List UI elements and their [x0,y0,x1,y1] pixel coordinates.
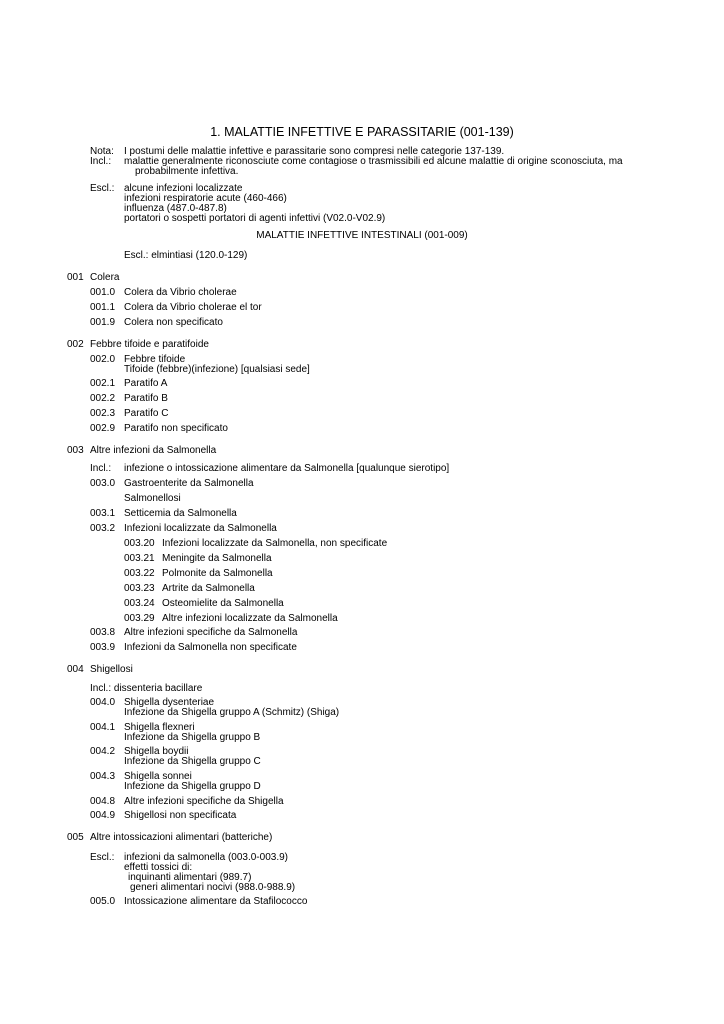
escl-line: effetti tossici di: [124,862,193,873]
subitem-code: 003.22 [124,568,155,579]
item-label: Shigella sonnei [124,771,192,782]
subitem-label: Meningite da Salmonella [162,553,272,564]
item-code: 003.0 [90,478,116,489]
category-label: Shigellosi [90,664,133,675]
subitem-label: Artrite da Salmonella [162,583,255,594]
incl-label: Incl.: [90,463,112,474]
item-code: 002.3 [90,408,116,419]
item-sub: Infezione da Shigella gruppo A (Schmitz) (Shiga) [124,707,340,718]
nota-label: Nota: [90,146,114,157]
category-code: 005 [67,832,84,843]
item-label: Paratifo B [124,393,168,404]
item-code: 003.2 [90,523,116,534]
escl-line: infezioni da salmonella (003.0-003.9) [124,852,288,863]
escl-line: inquinanti alimentari (989.7) [128,872,252,883]
category-code: 004 [67,664,84,675]
incl-text: infezione o intossicazione alimentare da Salmonella [qualunque sierotipo] [124,463,450,474]
item-code: 003.1 [90,508,116,519]
section-escl: Escl.: elmintiasi (120.0-129) [124,250,248,261]
item-label: Febbre tifoide [124,354,186,365]
escl-item: infezioni respiratorie acute (460-466) [124,193,287,204]
item-code: 004.8 [90,796,116,807]
category-code: 002 [67,339,84,350]
item-sub: Infezione da Shigella gruppo D [124,781,261,792]
category-label: Altre infezioni da Salmonella [90,445,217,456]
escl-item: influenza (487.0-487.8) [124,203,227,214]
category-label: Colera [90,272,120,283]
category-code: 003 [67,445,84,456]
subitem-label: Polmonite da Salmonella [162,568,273,579]
item-label: Infezioni localizzate da Salmonella [124,523,277,534]
item-code: 002.9 [90,423,116,434]
subitem-code: 003.23 [124,583,155,594]
item-code: 004.9 [90,810,116,821]
item-code: 001.9 [90,317,116,328]
item-label: Paratifo C [124,408,169,419]
subitem-label: Osteomielite da Salmonella [162,598,284,609]
item-label: Shigella flexneri [124,722,195,733]
subitem-label: Altre infezioni localizzate da Salmonella [162,613,338,624]
category-label: Febbre tifoide e paratifoide [90,339,209,350]
item-label: Paratifo non specificato [124,423,228,434]
item-label: Setticemia da Salmonella [124,508,237,519]
item-label: Shigellosi non specificata [124,810,237,821]
item-code: 004.0 [90,697,116,708]
item-label: Intossicazione alimentare da Stafilococco [124,896,308,907]
item-label: Gastroenterite da Salmonella [124,478,254,489]
incl-text-2: probabilmente infettiva. [135,166,239,177]
subitem-label: Infezioni localizzate da Salmonella, non specificate [162,538,388,549]
item-code: 004.2 [90,746,116,757]
category-label: Altre intossicazioni alimentari (batteriche) [90,832,273,843]
escl-item: portatori o sospetti portatori di agenti infettivi (V02.0-V02.9) [124,213,386,224]
item-sub: Tifoide (febbre)(infezione) [qualsiasi sede] [124,364,310,375]
subitem-code: 003.24 [124,598,155,609]
item-code: 001.1 [90,302,116,313]
subitem-code: 003.29 [124,613,155,624]
subitem-code: 003.21 [124,553,155,564]
item-sub: Infezione da Shigella gruppo B [124,732,261,743]
incl-text-1: malattie generalmente riconosciute come contagiose o trasmissibili ed alcune malattie di origine sconosciuta, ma [124,156,623,167]
item-code: 005.0 [90,896,116,907]
item-label: Colera non specificato [124,317,223,328]
incl-label: Incl.: [90,156,112,167]
incl-text: Incl.: dissenteria bacillare [90,683,203,694]
category-code: 001 [67,272,84,283]
escl-item: alcune infezioni localizzate [124,183,243,194]
item-label: Paratifo A [124,378,168,389]
item-code: 004.3 [90,771,116,782]
item-label: Colera da Vibrio cholerae el tor [124,302,262,313]
item-code: 003.9 [90,642,116,653]
escl-label: Escl.: [90,852,115,863]
item-code: 001.0 [90,287,116,298]
escl-line: generi alimentari nocivi (988.0-988.9) [130,882,296,893]
nota-text: I postumi delle malattie infettive e parassitarie sono compresi nelle categorie 137-139. [124,146,505,157]
item-label: Shigella boydii [124,746,189,757]
item-code: 002.1 [90,378,116,389]
item-sub: Salmonellosi [124,493,181,504]
item-code: 003.8 [90,627,116,638]
item-label: Colera da Vibrio cholerae [124,287,237,298]
item-code: 002.0 [90,354,116,365]
subitem-code: 003.20 [124,538,155,549]
item-code: 004.1 [90,722,116,733]
item-label: Altre infezioni specifiche da Salmonella [124,627,298,638]
item-sub: Infezione da Shigella gruppo C [124,756,261,767]
item-label: Infezioni da Salmonella non specificate [124,642,297,653]
item-code: 002.2 [90,393,116,404]
item-label: Altre infezioni specifiche da Shigella [124,796,284,807]
page-title: 1. MALATTIE INFETTIVE E PARASSITARIE (001-139) [210,125,514,139]
escl-label: Escl.: [90,183,115,194]
item-label: Shigella dysenteriae [124,697,215,708]
section-title: MALATTIE INFETTIVE INTESTINALI (001-009) [256,230,468,241]
